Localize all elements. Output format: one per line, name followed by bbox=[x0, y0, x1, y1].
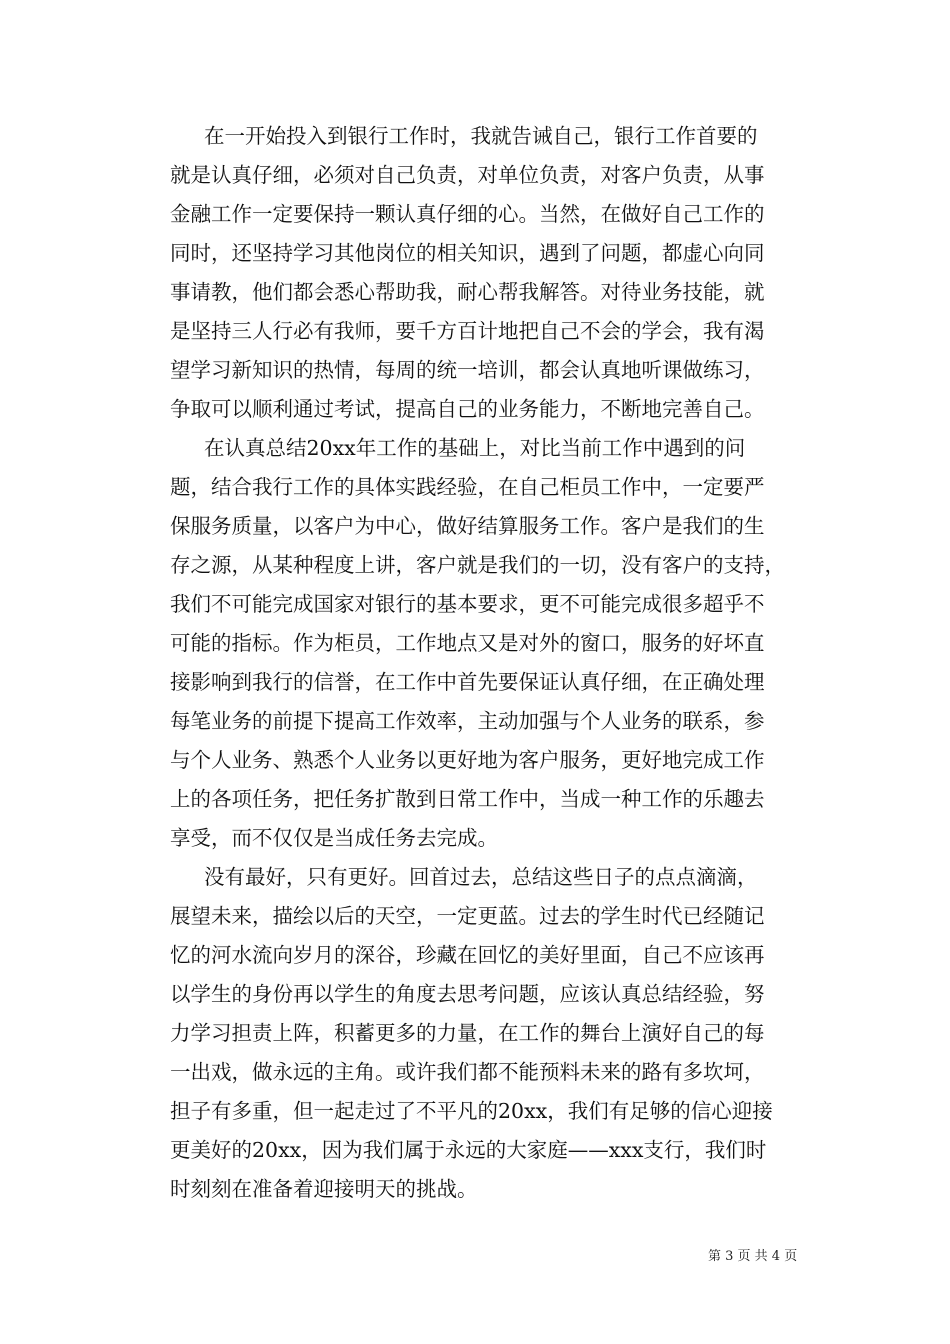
paragraph-2-line-8: 每笔业务的前提下提高工作效率，主动加强与个人业务的联系，参 bbox=[170, 709, 765, 733]
paragraph-2-line-9: 与个人业务、熟悉个人业务以更好地为客户服务，更好地完成工作 bbox=[170, 748, 765, 772]
paragraph-1-line-2: 就是认真仔细，必须对自己负责，对单位负责，对客户负责，从事 bbox=[170, 163, 765, 187]
paragraph-3-line-9: 时刻刻在准备着迎接明天的挑战。 bbox=[170, 1177, 478, 1201]
paragraph-3-line-8: 更美好的20xx，因为我们属于永远的大家庭——xxx支行，我们时 bbox=[170, 1138, 767, 1162]
paragraph-1-line-6: 是坚持三人行必有我师，要千方百计地把自己不会的学会，我有渴 bbox=[170, 319, 765, 343]
paragraph-3-line-4: 以学生的身份再以学生的角度去思考问题，应该认真总结经验，努 bbox=[170, 982, 765, 1006]
paragraph-2-line-6: 可能的指标。作为柜员，工作地点又是对外的窗口，服务的好坏直 bbox=[170, 631, 765, 655]
document-body bbox=[170, 117, 810, 1209]
paragraph-3-line-3: 忆的河水流向岁月的深谷，珍藏在回忆的美好里面，自己不应该再 bbox=[170, 943, 765, 967]
paragraph-2-line-7: 接影响到我行的信誉，在工作中首先要保证认真仔细，在正确处理 bbox=[170, 670, 765, 694]
paragraph-2-line-5: 我们不可能完成国家对银行的基本要求，更不可能完成很多超乎不 bbox=[170, 592, 765, 616]
paragraph-2-line-11: 享受，而不仅仅是当成任务去完成。 bbox=[170, 826, 498, 850]
paragraph-3-line-7: 担子有多重，但一起走过了不平凡的20xx，我们有足够的信心迎接 bbox=[170, 1099, 773, 1123]
paragraph-3-line-6: 一出戏，做永远的主角。或许我们都不能预料未来的路有多坎坷， bbox=[170, 1060, 765, 1084]
paragraph-2-line-2: 题，结合我行工作的具体实践经验，在自己柜员工作中，一定要严 bbox=[170, 475, 765, 499]
paragraph-1-line-1: 在一开始投入到银行工作时，我就告诫自己，银行工作首要的 bbox=[204, 124, 758, 148]
paragraph-2-line-1: 在认真总结20xx年工作的基础上，对比当前工作中遇到的问 bbox=[204, 436, 746, 460]
paragraph-1-line-7: 望学习新知识的热情，每周的统一培训，都会认真地听课做练习， bbox=[170, 358, 765, 382]
page-number-footer: 第 3 页 共 4 页 bbox=[708, 1249, 798, 1264]
paragraph-3-line-2: 展望未来，描绘以后的天空，一定更蓝。过去的学生时代已经随记 bbox=[170, 904, 765, 928]
paragraph-2-line-4: 存之源，从某种程度上讲，客户就是我们的一切，没有客户的支持， bbox=[170, 553, 785, 577]
paragraph-1-line-4: 同时，还坚持学习其他岗位的相关知识，遇到了问题，都虚心向同 bbox=[170, 241, 765, 265]
paragraph-2-line-10: 上的各项任务，把任务扩散到日常工作中，当成一种工作的乐趣去 bbox=[170, 787, 765, 811]
paragraph-1-line-5: 事请教，他们都会悉心帮助我，耐心帮我解答。对待业务技能，就 bbox=[170, 280, 765, 304]
paragraph-1-line-8: 争取可以顺利通过考试，提高自己的业务能力，不断地完善自己。 bbox=[170, 397, 765, 421]
paragraph-3-line-1: 没有最好，只有更好。回首过去，总结这些日子的点点滴滴， bbox=[204, 865, 758, 889]
paragraph-2-line-3: 保服务质量，以客户为中心，做好结算服务工作。客户是我们的生 bbox=[170, 514, 765, 538]
paragraph-1-line-3: 金融工作一定要保持一颗认真仔细的心。当然，在做好自己工作的 bbox=[170, 202, 765, 226]
paragraph-3-line-5: 力学习担责上阵，积蓄更多的力量，在工作的舞台上演好自己的每 bbox=[170, 1021, 765, 1045]
